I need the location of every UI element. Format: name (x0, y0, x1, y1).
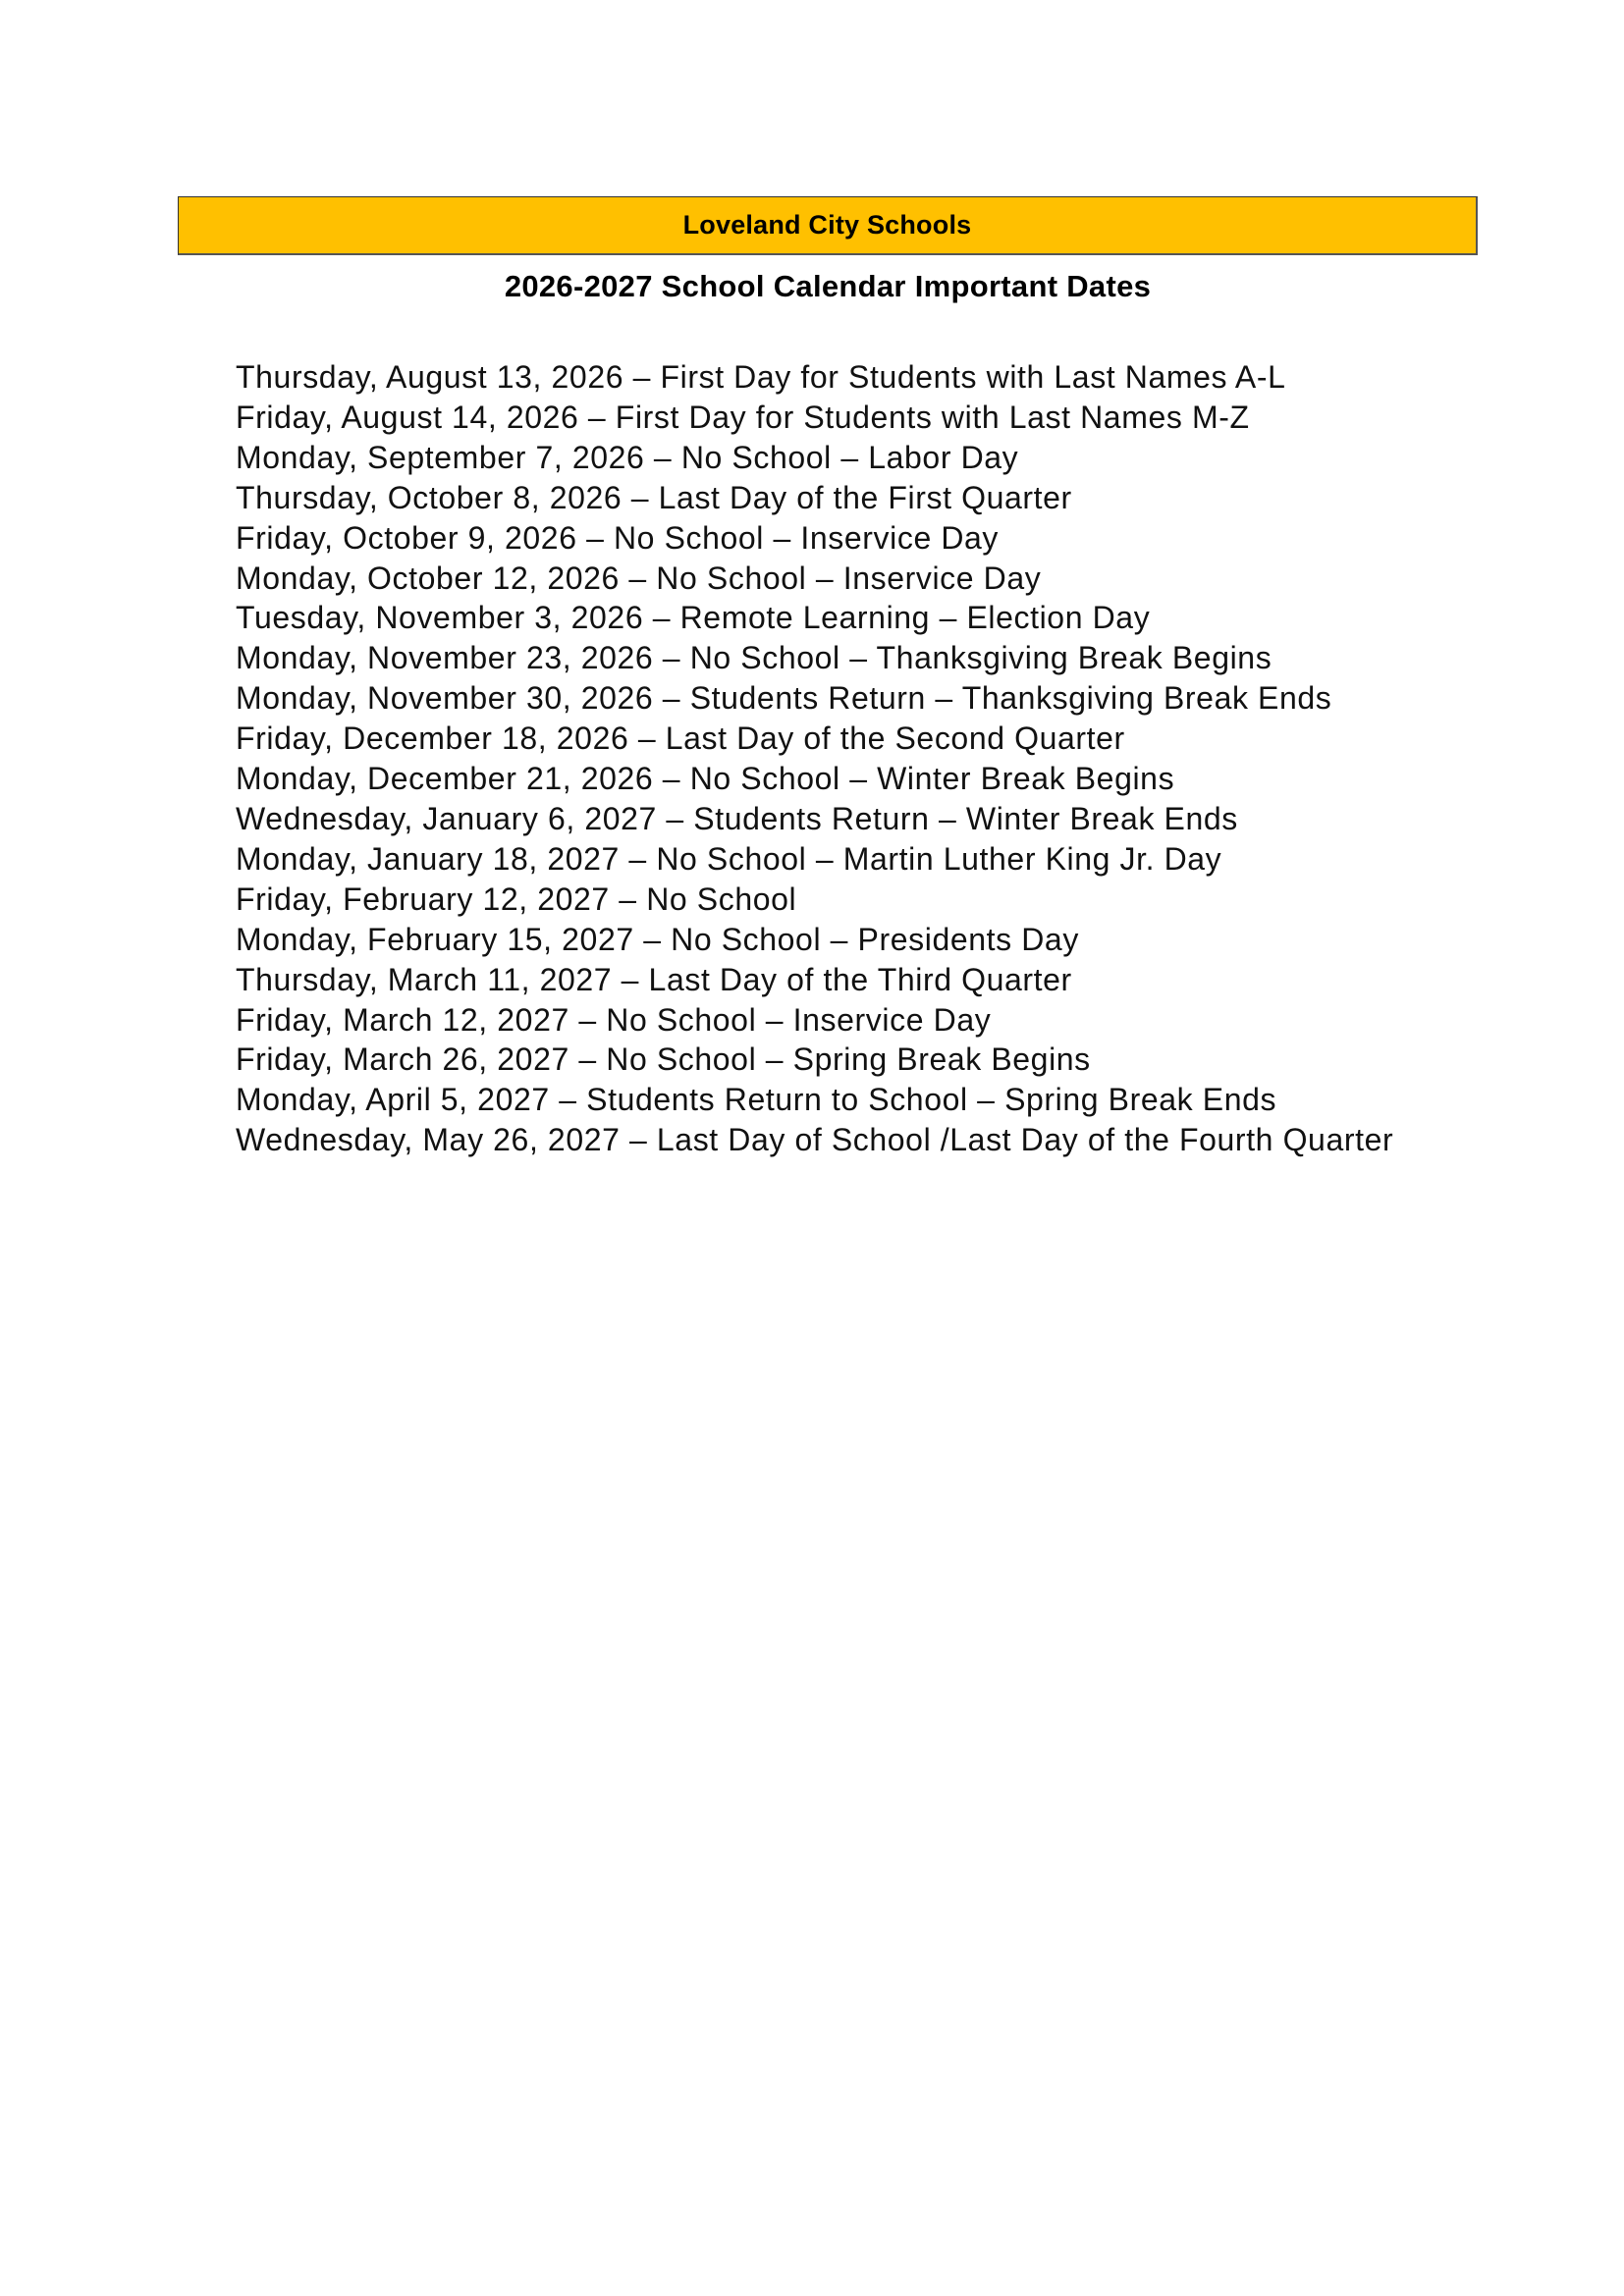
date-item: Monday, September 7, 2026 – No School – Labor Day (236, 439, 1019, 475)
date-item: Monday, December 21, 2026 – No School – Winter Break Begins (236, 761, 1175, 797)
date-item: Thursday, March 11, 2027 – Last Day of the Third Quarter (236, 961, 1072, 997)
date-item: Monday, November 30, 2026 – Students Return – Thanksgiving Break Ends (236, 680, 1332, 717)
important-dates-list (236, 357, 1414, 1160)
header-banner (178, 196, 1478, 255)
date-item: Monday, November 23, 2026 – No School – Thanksgiving Break Begins (236, 640, 1272, 676)
date-item: Monday, February 15, 2027 – No School – Presidents Day (236, 921, 1079, 957)
date-item: Tuesday, November 3, 2026 – Remote Learning – Election Day (236, 600, 1151, 636)
date-item: Friday, October 9, 2026 – No School – Inservice Day (236, 519, 1000, 556)
page-title: 2026-2027 School Calendar Important Dates (504, 269, 1152, 303)
date-item: Monday, October 12, 2026 – No School – Inservice Day (236, 560, 1042, 596)
date-item: Wednesday, May 26, 2027 – Last Day of School /Last Day of the Fourth Quarter (236, 1122, 1394, 1158)
date-item: Thursday, August 13, 2026 – First Day for Students with Last Names A-L (236, 359, 1286, 395)
date-item: Monday, January 18, 2027 – No School – Martin Luther King Jr. Day (236, 840, 1222, 877)
date-item: Monday, April 5, 2027 – Students Return to School – Spring Break Ends (236, 1082, 1277, 1118)
date-item: Wednesday, January 6, 2027 – Students Return – Winter Break Ends (236, 800, 1238, 836)
date-item: Friday, March 12, 2027 – No School – Inservice Day (236, 1001, 992, 1038)
date-item: Friday, March 26, 2027 – No School – Spring Break Begins (236, 1041, 1091, 1078)
date-item: Friday, December 18, 2026 – Last Day of the Second Quarter (236, 721, 1125, 757)
date-item: Friday, August 14, 2026 – First Day for Students with Last Names M-Z (236, 399, 1250, 435)
district-name: Loveland City Schools (682, 210, 972, 240)
date-item: Thursday, October 8, 2026 – Last Day of the First Quarter (236, 479, 1072, 515)
date-item: Friday, February 12, 2027 – No School (236, 881, 797, 917)
